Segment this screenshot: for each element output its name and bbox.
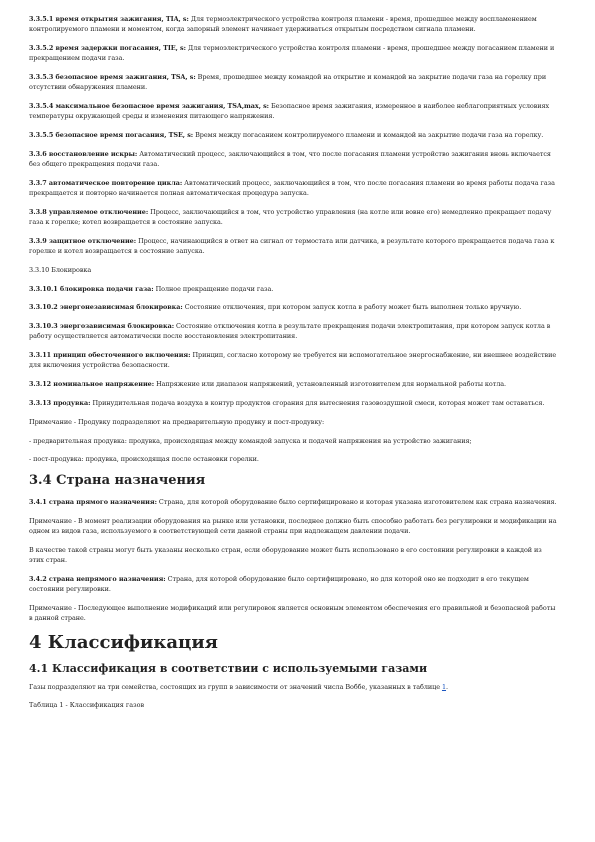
paragraph xyxy=(29,497,557,507)
paragraph-text: В качестве такой страны могут быть указаны несколько стран, если оборудование может быть использовано в его состоянии регулировки в каждой из этих стран. xyxy=(29,545,542,565)
term-label: 3.3.12 номинальное напряжение: xyxy=(29,380,155,389)
section-4-1-intro xyxy=(29,682,557,692)
paragraph xyxy=(29,207,557,227)
paragraph-text: Время между погасанием контролируемого пламени и командой на закрытие подачи газа на горелку. xyxy=(195,131,544,139)
paragraph-text: Автоматический процесс, заключающийся в том, что после погасания пламени устройство зажигания вновь включается без общего прекращения подачи газа. xyxy=(29,149,551,168)
paragraph xyxy=(29,14,557,34)
paragraph-text: Для термоэлектрического устройства контроля пламени - время, прошедшее между воспламенением контролируемого пламени и моментом, когда запорный элемент начинает удерживаться открытым посредством сигнала пламени. xyxy=(29,15,537,34)
paragraph xyxy=(29,436,557,446)
term-label: 3.3.10.2 энергонезависимая блокировка: xyxy=(29,303,183,312)
paragraph-text: Примечание - В момент реализации оборудования на рынке или установки, последнее должно быть способно работать без регулировки и модификации на одном из видов газа, используемого в соответствующей сети данной страны при надлежащем давлении подачи. xyxy=(29,516,557,536)
intro-text: Газы подразделяют на три семейства, состоящих из групп в зависимости от значений числа Воббе, указанных в таблице xyxy=(29,682,440,691)
paragraph xyxy=(29,130,557,140)
table-1-caption: Таблица 1 - Классификация газов xyxy=(29,700,145,709)
term-label: 3.3.11 принцип обесточенного включения: xyxy=(29,351,191,360)
paragraph xyxy=(29,350,557,370)
paragraph xyxy=(29,178,557,198)
section-3-4-body xyxy=(29,497,557,623)
paragraph-text: Страна, для которой оборудование было сертифицировано, но для которой оно не подходит в его текущем состоянии регулировки. xyxy=(29,574,529,594)
paragraph-text: Автоматический процесс, заключающийся в том, что после погасания пламени во время работы подача газа прекращается и повторно начинается полная автоматическая процедура запуска. xyxy=(29,178,555,197)
paragraph-text: - предварительная продувка: продувка, происходящая между командой запуска и подачей напряжения на устройство зажигания; xyxy=(29,436,472,445)
paragraph-text: Процесс, начинающийся в ответ на сигнал от термостата или датчика, в результате которого прекращается подача газа к горелке и котел возвращается в состояние запуска. xyxy=(29,236,555,255)
table-1-link[interactable]: 1 xyxy=(441,682,447,691)
term-label: 3.3.10.1 блокировка подачи газа: xyxy=(29,284,154,293)
paragraph-text: Процесс, заключающийся в том, что устройство управления (на котле или вовне его) немедленно прекращает подачу газа к горелке; котел возвращается в состояние запуска. xyxy=(29,207,552,226)
paragraph xyxy=(29,101,557,121)
term-label: 3.3.10.3 энергозависимая блокировка: xyxy=(29,322,175,331)
term-label: 3.3.5.1 время открытия зажигания, TIA, s: xyxy=(29,15,189,23)
paragraph xyxy=(29,302,557,312)
paragraph xyxy=(29,574,557,594)
paragraph-text: Состояние отключения, при котором запуск котла в работу может быть выполнен только вручную. xyxy=(184,303,522,312)
paragraph xyxy=(29,379,557,389)
term-label: 3.3.6 восстановление искры: xyxy=(29,149,138,158)
paragraph-text: Страна, для которой оборудование было сертифицировано и которая указана изготовителем как страна назначения. xyxy=(158,498,557,507)
term-label: 3.3.7 автоматическое повторение цикла: xyxy=(29,178,183,187)
paragraph xyxy=(29,284,557,294)
paragraph xyxy=(29,43,557,63)
term-label: 3.3.8 управляемое отключение: xyxy=(29,207,149,216)
paragraph xyxy=(29,516,557,536)
paragraph-text: Состояние отключения котла в результате прекращения подачи электропитания, при котором запуск котла в работу осуществляется автоматически после восстановления электропитания. xyxy=(29,322,551,341)
paragraph xyxy=(29,265,557,275)
paragraph-text: Принудительная подача воздуха в контур продуктов сгорания для вытеснения газовоздушной смеси, которая может там оставаться. xyxy=(92,398,545,407)
paragraph-text: Для термоэлектрического устройства контроля пламени - время, прошедшее между погасанием пламени и прекращением подачи газа. xyxy=(29,44,555,63)
paragraph-text: 3.3.10 Блокировка xyxy=(29,265,92,274)
term-label: 3.4.2 страна непрямого назначения: xyxy=(29,574,166,583)
paragraph-text: Принцип, согласно которому не требуется ни вспомогательное энергоснабжение, ни внешнее воздействие для включения устройства безопасности. xyxy=(29,351,557,370)
paragraph-text: Напряжение или диапазон напряжений, установленный изготовителем для нормальной работы котла. xyxy=(156,380,507,389)
term-label: 3.3.13 продувка: xyxy=(29,398,91,407)
paragraph xyxy=(29,321,557,341)
heading-3-4: 3.4 Страна назначения xyxy=(29,473,206,489)
section-3-3-body xyxy=(29,14,557,465)
paragraph-text: - пост-продувка: продувка, происходящая после остановки горелки. xyxy=(29,455,259,464)
paragraph xyxy=(29,603,557,623)
term-label: 3.3.9 защитное отключение: xyxy=(29,236,137,245)
paragraph xyxy=(29,149,557,169)
term-label: 3.3.5.5 безопасное время погасания, TSE, s: xyxy=(29,131,194,139)
paragraph xyxy=(29,454,557,464)
heading-4-1: 4.1 Классификация в соответствии с используемыми газами xyxy=(29,661,428,675)
paragraph-text: Примечание - Последующее выполнение модификаций или регулировок является основным элементом обеспечения его правильной и безопасной работы в данной стране. xyxy=(29,603,556,623)
term-label: 3.3.5.3 безопасное время зажигания, TSA, s: xyxy=(29,73,196,81)
paragraph-text: Безопасное время зажигания, измеренное в наиболее неблагоприятных условиях температуры окружающей среды и изменения питающего напряжения. xyxy=(29,102,550,121)
term-label: 3.4.1 страна прямого назначения: xyxy=(29,498,157,507)
paragraph xyxy=(29,236,557,256)
term-label: 3.3.5.2 время задержки погасания, TIE, s: xyxy=(29,44,186,52)
heading-4: 4 Классификация xyxy=(29,631,218,653)
intro-end: . xyxy=(446,682,449,691)
paragraph xyxy=(29,545,557,565)
paragraph-text: Полное прекращение подачи газа. xyxy=(155,284,274,293)
paragraph-text: Примечание - Продувку подразделяют на предварительную продувку и пост-продувку: xyxy=(29,417,325,426)
term-label: 3.3.5.4 максимальное безопасное время зажигания, TSA,max, s: xyxy=(29,102,269,110)
paragraph xyxy=(29,72,557,92)
paragraph-text: Время, прошедшее между командой на открытие и командой на закрытие подачи газа на горелку при отсутствии обнаружения пламени. xyxy=(29,73,547,92)
paragraph xyxy=(29,417,557,427)
paragraph xyxy=(29,398,557,408)
